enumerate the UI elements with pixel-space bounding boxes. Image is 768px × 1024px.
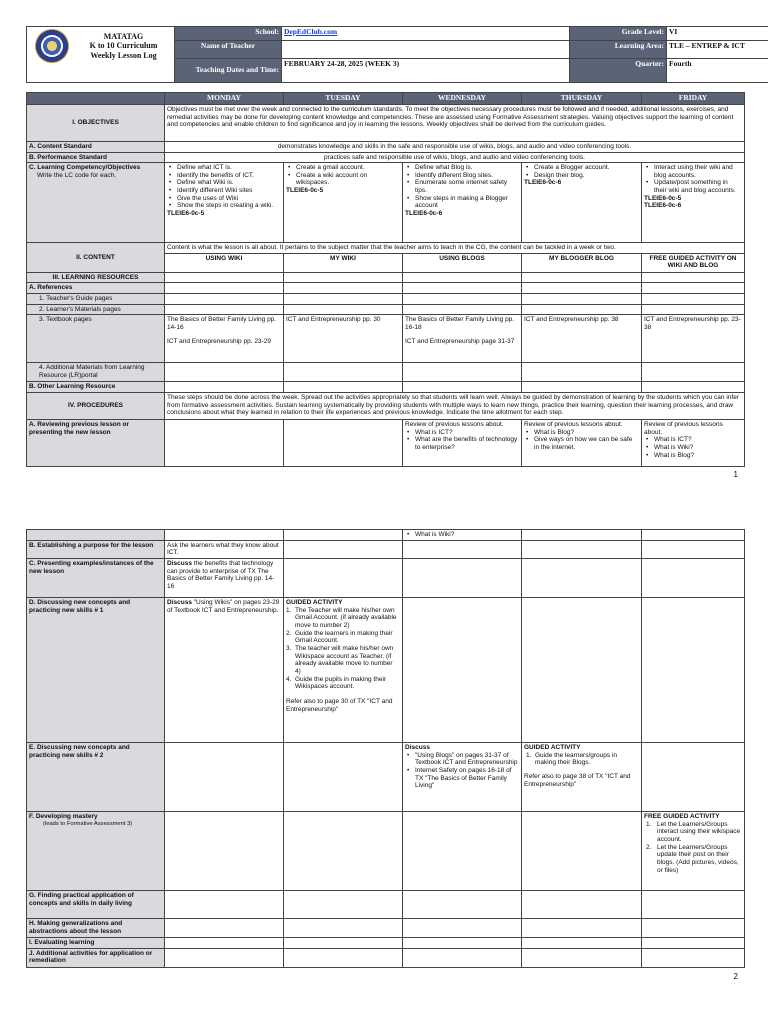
quarter-value: Fourth	[667, 59, 768, 83]
content-fri: FREE GUIDED ACTIVITY ON WIKI AND BLOG	[642, 253, 745, 272]
competency-fri-list	[644, 164, 742, 195]
textbook-tue: ICT and Entrepreneurship pp. 30	[284, 315, 403, 363]
other-resources-label: B. Other Learning Resource	[27, 382, 165, 393]
content-note: Content is what the lesson is all about. It pertains to the subject matter that the teacher aims to teach in the CG, the content can be tackled in a week or two.	[165, 243, 745, 254]
list-item: • What is ICT?	[644, 436, 742, 444]
objectives-label: I. OBJECTIVES	[27, 104, 165, 141]
procedure-j-label: J. Additional activities for application or remediation	[27, 948, 165, 967]
day-wednesday: WEDNESDAY	[403, 93, 522, 105]
procedures-note: These steps should be done across the week. Spread out the activities appropriately so that students will learn well. Always be guided by demonstration of learning by the students which you can infer from formative assessment activities. Sustain learning systematically by providing students with multiple ways to learn new things, practice their learning, question their learning processes, and draw conclusions about what they learned in relation to their life experiences and previous knowledge. Indicate the time allotment for each step.	[165, 393, 745, 420]
procedure-d-label: D. Discussing new concepts and practicing new skills # 1	[27, 597, 165, 742]
list-item: Guide the pupils in making their Wikispaces account.	[295, 675, 387, 691]
procedure-d-tue-title: GUIDED ACTIVITY	[286, 598, 343, 606]
content-tue: MY WIKI	[284, 253, 403, 272]
list-item: Let the Learners/Groups interact using their wikispace account.	[657, 820, 741, 843]
competency-thu-list	[524, 164, 639, 179]
learning-area-value: TLE – ENTREP & ICT	[667, 41, 768, 59]
procedure-a-thu-intro: Review of previous lessons about.	[524, 421, 623, 429]
list-item: • Define what Wiki is.	[167, 179, 281, 187]
learning-area-label: Learning Area:	[570, 41, 667, 59]
list-item: • Create a gmail account.	[286, 164, 400, 172]
list-item: • What is Blog?	[524, 429, 639, 437]
list-item: • What is Blog?	[644, 452, 742, 460]
procedure-a-wed-intro: Review of previous lessons about.	[405, 421, 504, 429]
content-thu: MY BLOGGER BLOG	[522, 253, 642, 272]
resources-label: III. LEARNING RESOURCES	[27, 272, 165, 283]
dates-value: FEBRUARY 24-28, 2025 (WEEK 3)	[282, 59, 570, 83]
list-item: Guide the learners/groups in making their Blogs.	[535, 751, 618, 767]
performance-standard-label: B. Performance Standard	[27, 152, 165, 163]
deped-seal-icon	[35, 29, 69, 63]
list-item: Guide the learners in making their Gmail Account.	[295, 629, 393, 645]
competency-sublabel: Write the LC code for each.	[37, 171, 117, 179]
procedure-g-label: G. Finding practical application of concepts and skills in daily living	[27, 890, 165, 918]
content-standard-label: A. Content Standard	[27, 141, 165, 152]
list-item: • Give the uses of Wiki	[167, 195, 281, 203]
list-item: • Create a wiki account on wikispaces.	[286, 172, 400, 187]
list-item: • Show steps in making a Blogger account	[405, 195, 519, 210]
competency-mon-list	[167, 164, 281, 210]
procedure-e-thu-ref: Refer also to page 38 of TX "ICT and Entrepreneurship"	[524, 772, 631, 788]
teachers-guide-label: 1. Teacher's Guide pages	[27, 294, 165, 305]
competency-tue-code: TLEIE6-0c-5	[286, 187, 324, 195]
performance-standard-text: practices safe and responsible use of wikis, blogs, and audio and video conferencing tools.	[165, 152, 745, 163]
procedure-b-label: B. Establishing a purpose for the lesson	[27, 540, 165, 558]
procedure-f-sublabel: (leads to Formative Assessment 3)	[43, 820, 133, 827]
header-title-line-2: K to 10 Curriculum	[89, 41, 158, 51]
procedure-a-label: A. Reviewing previous lesson or presenting the new lesson	[27, 420, 165, 467]
list-item: • Identify different Wiki sites	[167, 187, 281, 195]
header-title-line-1: MATATAG	[103, 32, 144, 42]
list-item: • Enumerate some internet safety tips.	[405, 179, 519, 194]
school-link[interactable]: DepEdClub.com	[284, 27, 338, 36]
list-item: • Define what Blog is.	[405, 164, 519, 172]
list-item: • What is Wiki?	[644, 444, 742, 452]
procedure-d-mon: "Using Wikis" on pages 23-29 of Textbook ICT and Entrepreneurship.	[167, 598, 280, 614]
list-item: • Give ways on how we can be safe in the internet.	[524, 436, 639, 451]
header-title-line-3: Weekly Lesson Log	[90, 50, 157, 60]
procedure-a-fri-intro: Review of previous lessons about.	[644, 421, 723, 436]
procedure-e-label: E. Discussing new concepts and practicing new skills # 2	[27, 742, 165, 811]
content-wed: USING BLOGS	[403, 253, 522, 272]
procedure-c-mon: Discuss the benefits that technology can provide to enterprise of TX The Basics of Better Family Living pp. 14-16	[165, 558, 284, 597]
list-item: • Show the steps in creating a wiki.	[167, 202, 281, 210]
competency-wed-code: TLEIE6-0c-6	[405, 210, 443, 218]
textbook-mon-1: The Basics of Better Family Living pp. 14-16	[167, 316, 277, 332]
content-mon: USING WIKI	[165, 253, 284, 272]
day-thursday: THURSDAY	[522, 93, 642, 105]
day-friday: FRIDAY	[642, 93, 745, 105]
content-standard-text: demonstrates knowledge and skills in the safe and responsible use of wikis, blogs, and audio and video conferencing tools.	[165, 141, 745, 152]
procedure-h-label: H. Making generalizations and abstractions about the lesson	[27, 918, 165, 937]
procedure-e-wed-title: Discuss	[405, 743, 430, 751]
procedure-f-label: F. Developing mastery	[29, 812, 98, 820]
list-item: • Internet Safety on pages 16-18 of TX "The Basics of Better Family Living"	[405, 767, 519, 790]
textbook-pages-label: 3. Textbook pages	[27, 315, 165, 363]
competency-fri-code-1: TLEIE6-0c-5	[644, 194, 682, 202]
additional-materials-label: 4. Additional Materials from Learning Resource (LR)portal	[27, 363, 165, 382]
list-item: • Identify different Blog sites.	[405, 172, 519, 180]
learners-materials-label: 2. Learner's Materials pages	[27, 304, 165, 315]
day-monday: MONDAY	[165, 93, 284, 105]
objectives-text: Objectives must be met over the week and connected to the curriculum standards. To meet the objectives necessary procedures must be followed and if needed, additional lessons, exercises, and remedial activities may be done for developing content knowledge and competencies. These are assessed using Formative Assessment strategies. Valuing objectives support the learning of content and competencies and enable children to find significance and joy in learning the lessons. Weekly objectives shall be derived from the curriculum guides.	[165, 104, 745, 141]
competency-thu-code: TLEIE6-0c-6	[524, 179, 562, 187]
competency-tue-list	[286, 164, 400, 187]
textbook-mon-2: ICT and Entrepreneurship pp. 23-29	[167, 337, 271, 345]
procedures-label: IV. PROCEDURES	[27, 393, 165, 420]
quarter-label: Quarter:	[570, 59, 667, 83]
procedure-b-mon: Ask the learners what they know about ICT.	[165, 540, 284, 558]
list-item: • What is Wiki?	[405, 531, 519, 539]
textbook-fri: ICT and Entrepreneurship pp. 23-38	[642, 315, 745, 363]
list-item: Let the Learners/Groups update their post on their blogs. (Add pictures, videos, or files)	[657, 843, 739, 874]
page-2	[0, 529, 768, 968]
lesson-table-page-2: • What is Wiki? B. Establishing a purpose for the lesson Ask the learners what they know about ICT. C. Presenting examples/instances of the new lesson Discuss the benefits that technology can provide to enterprise of TX The Basics of Better Family Living pp. 14-16 D. Discussing new concepts and practicing new skills # 1 Discuss "Using Wikis" on pages 23-29 of Textbook ICT and Entrepreneurship. GUIDED ACTIVITY 1. The Teacher will make his/her own Gmail Account. (if already available move to number 2) 2. Guide the learners in making their Gmail Account. 3. The teacher will make his/her own Wikispace account as Teacher. (if already available move to number 4) 4. Guide the pupils in making their Wikispaces account. Refer also to page 30 of TX "ICT and Entrepreneurship" E. Discussing new concepts and practicing new skills # 2 Discuss • "Using Blogs" on pages 31-37 of Textbook ICT and Entrepreneurship • Internet Safety on pages 16-18 of TX "The Basics of Better Family Living" GUIDED ACTIVITY 1. Guide the learners/groups in making their Blogs. Refer also to page 38 of TX "ICT and Entrepreneurship" F. Developing mastery (leads to Formative Assessment 3) FREE GUIDED ACTIVITY 1. Let the Learners/Groups interact using their wikispace account. 2. Let the Learners/Groups update their post on their blogs. (Add pictures, videos, or files) G. Finding practical application of concepts and skills in daily living H. Making generalizations and abstractions about the lesson I. Evaluating learning J. Additional activities for application or remediation	[26, 529, 745, 968]
list-item: • Identify the benefits of ICT.	[167, 172, 281, 180]
school-label: School:	[175, 27, 282, 41]
list-item: • Create a Blogger account.	[524, 164, 639, 172]
competency-fri-code-2: TLEIE6-0c-6	[644, 202, 682, 210]
procedure-f-fri-title: FREE GUIDED ACTIVITY	[644, 812, 720, 820]
list-item: • What is ICT?	[405, 429, 519, 437]
grade-level-value: VI	[667, 27, 768, 41]
references-label: A. References	[27, 283, 165, 294]
competency-label: C. Learning Competency/Objectives	[29, 164, 141, 172]
list-item: • Design their blog.	[524, 172, 639, 180]
dates-label: Teaching Dates and Time:	[175, 59, 282, 83]
list-item: • Interact using their wiki and blog accounts.	[644, 164, 742, 179]
textbook-thu: ICT and Entrepreneurship pp. 38	[522, 315, 642, 363]
list-item: • "Using Blogs" on pages 31-37 of Textbook ICT and Entrepreneurship	[405, 752, 519, 767]
grade-level-label: Grade Level:	[570, 27, 667, 41]
list-item: • What are the benefits of technology to enterprise?	[405, 436, 519, 451]
teacher-label: Name of Teacher	[175, 41, 282, 59]
list-item: The Teacher will make his/her own Gmail Account. (if already available move to number 2)	[295, 606, 397, 629]
procedure-c-label: C. Presenting examples/instances of the new lesson	[27, 558, 165, 597]
competency-wed-list	[405, 164, 519, 210]
list-item: The teacher will make his/her own Wikispace account as Teacher. (if already available move to number 4)	[295, 644, 394, 675]
procedure-i-label: I. Evaluating learning	[27, 937, 165, 948]
competency-mon-code: TLEIE6-0c-5	[167, 210, 205, 218]
textbook-wed-1: The Basics of Better Family Living pp. 16-18	[405, 316, 515, 332]
page-1	[0, 26, 768, 467]
procedure-d-mon-bold: Discuss	[167, 598, 192, 606]
day-tuesday: TUESDAY	[284, 93, 403, 105]
list-item: • Update/post something in their wiki and blog accounts.	[644, 179, 742, 194]
page-number-1: 1	[733, 470, 738, 479]
procedure-e-thu-title: GUIDED ACTIVITY	[524, 743, 581, 751]
header-table	[26, 26, 768, 83]
textbook-wed-2: ICT and Entrepreneurship page 31-37	[405, 337, 515, 345]
page-number-2: 2	[733, 972, 738, 981]
lesson-table-page-1	[26, 92, 745, 467]
teacher-value	[282, 41, 570, 59]
procedure-d-tue-ref: Refer also to page 30 of TX "ICT and Entrepreneurship"	[286, 697, 393, 713]
content-label: II. CONTENT	[27, 243, 165, 273]
header-logo-cell	[27, 27, 175, 83]
list-item: • Define what ICT is.	[167, 164, 281, 172]
